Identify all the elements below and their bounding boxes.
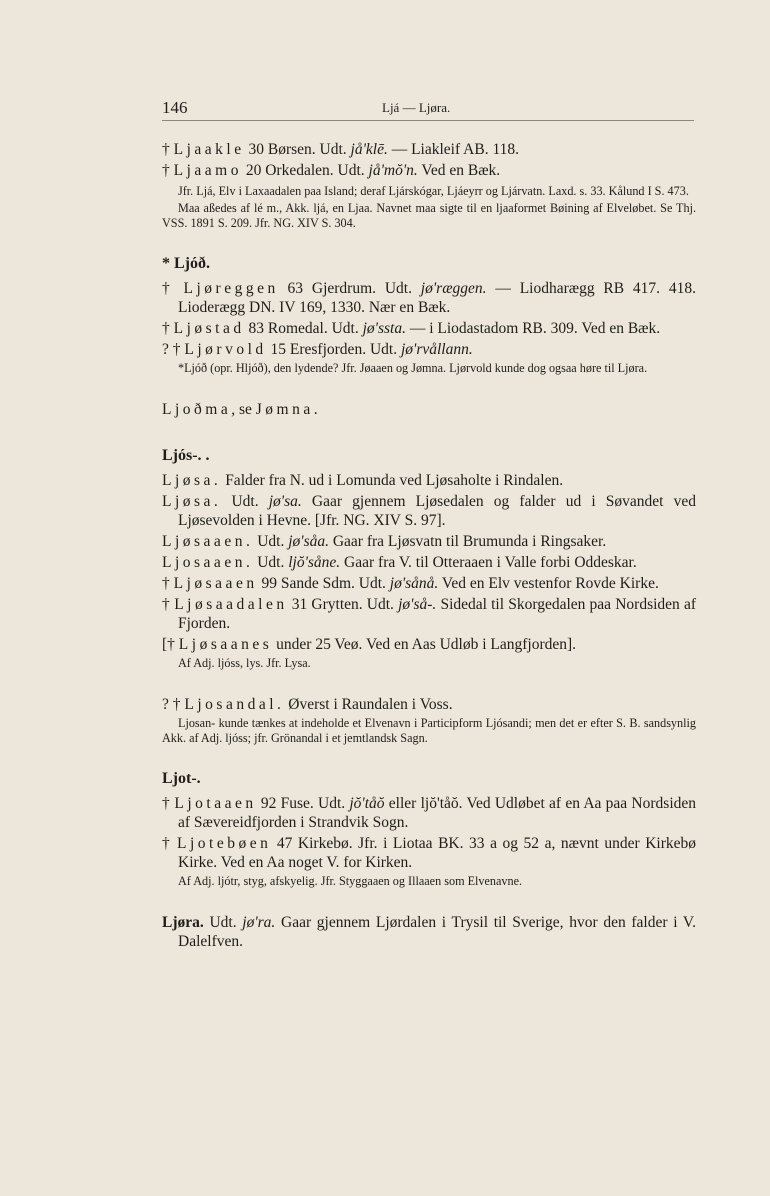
entry-ljora <box>162 913 696 951</box>
entry-name: Ljøsaanes <box>178 636 273 653</box>
entry-pronunciation: jø'sånå. <box>389 575 439 592</box>
note-ljosandal: Ljosan- kunde tænkes at indeholde et Elvenavn i Participform Ljósandi; men det er efter S. B. sandsynlig Akk. af Adj. ljóss; jfr. Grönandal i et jemtlandsk Sagn. <box>162 716 696 745</box>
entry-name: Ljørvold <box>184 341 267 358</box>
entry-pronunciation: jø'rvållann. <box>400 341 473 358</box>
entry-ljosa-2 <box>162 492 696 530</box>
entry-text: eller ljŏ'tåŏ. Ved Udløbet af en Aa paa Nordsiden af Sævereidfjorden i Strandvik Sogn. <box>178 795 696 831</box>
entry-name: Ljosaaen. <box>162 554 254 571</box>
entry-mark: † <box>162 596 175 613</box>
entry-mark: † <box>162 280 184 297</box>
entry-ljosaadalen <box>162 595 696 633</box>
entry-text: Gaar gjennem Ljøsedalen og falder ud i Søvandet ved Ljøsevolden i Hevne. [Jfr. NG. XIV S. 97]. <box>178 493 697 529</box>
entry-mark: † <box>162 575 174 592</box>
note-ljod: *Ljóð (opr. Hljóð), den lydende? Jfr. Jøaaen og Jømna. Ljørvold kunde dog ogsaa høre til Ljøra. <box>178 361 648 375</box>
entry-text: Udt. <box>203 914 243 931</box>
entry-ljostad <box>162 319 696 338</box>
spacer <box>162 673 696 695</box>
entry-pronunciation: jø'så-. <box>398 596 437 613</box>
page-header <box>162 96 694 121</box>
entry-text: Falder fra N. ud i Lomunda ved Ljøsaholte i Rindalen. <box>221 472 564 489</box>
entry-ljaamo <box>162 161 696 180</box>
note-ljos: Af Adj. ljóss, lys. Jfr. Lysa. <box>178 656 311 670</box>
cross-reference-target: Jømna. <box>255 401 322 418</box>
spacer <box>162 891 696 913</box>
note-ljot: Af Adj. ljótr, styg, afskyelig. Jfr. Styggaaen og Illaaen som Elvenavne. <box>178 874 523 888</box>
entry-name: Ljøsa. <box>162 472 222 489</box>
entry-name: Ljøstad <box>173 320 245 337</box>
entry-name: Ljøra. <box>162 914 204 931</box>
section-heading-ljos: Ljós-. . <box>162 447 210 464</box>
entry-text: 30 Børsen. Udt. <box>244 141 351 158</box>
entry-text: 47 Kirkebø. Jfr. i Liotaa BK. 33 a og 52 a, nævnt under Kirkebø Kirke. Ved en Aa noget V. for Kirken. <box>178 835 696 871</box>
entry-mark: † <box>162 141 174 158</box>
entry-pronunciation: jø'ssta. <box>362 320 406 337</box>
entry-text: 63 Gjerdrum. Udt. <box>278 280 421 297</box>
entry-text: 83 Romedal. Udt. <box>244 320 363 337</box>
entry-text: 31 Grytten. Udt. <box>287 596 399 613</box>
entry-ljorvold <box>162 340 696 359</box>
entry-text: — Liakleif AB. 118. <box>387 141 520 158</box>
entry-name: Ljøsa. <box>162 493 222 510</box>
entry-text: Øverst i Raundalen i Voss. <box>284 696 453 713</box>
entry-text: Udt. <box>253 533 289 550</box>
entry-name: Ljøsaadalen <box>174 596 288 613</box>
entry-text: Ved en Elv vestenfor Rovde Kirke. <box>438 575 659 592</box>
entry-pronunciation: jø'ra. <box>242 914 276 931</box>
entry-text: Udt. <box>221 493 269 510</box>
entry-text: Gaar gjennem Ljørdalen i Trysil til Sverige, hvor den falder i V. Dalelfven. <box>178 914 697 950</box>
spacer <box>162 378 696 400</box>
entry-text: under 25 Veø. Ved en Aas Udløb i Langfjorden]. <box>272 636 577 653</box>
section-heading-ljot: Ljot-. <box>162 770 201 787</box>
entry-pronunciation: jŏ'tåŏ <box>349 795 385 812</box>
entry-mark: † <box>162 795 175 812</box>
entry-pronunciation: jå'klē. <box>350 141 388 158</box>
entry-ljosa-1 <box>162 471 696 490</box>
entry-mark: † <box>162 162 174 179</box>
entry-text: Udt. <box>253 554 289 571</box>
entry-pronunciation: jå'mŏ'n. <box>368 162 418 179</box>
entry-text: Gaar fra V. til Otteraaen i Valle forbi Oddeskar. <box>340 554 637 571</box>
entry-pronunciation: ljŏ'såne. <box>288 554 341 571</box>
entry-ljosaaen-2 <box>162 553 696 572</box>
entry-name: Ljaamo <box>173 162 242 179</box>
note-lja-etymology: Maa aßedes af lé m., Akk. ljá, en Ljaa. Navnet maa sigte til en ljaaformet Bøining af Elveløbet. Se Thj. VSS. 1891 S. 209. Jfr. NG. XIV S. 304. <box>162 201 696 230</box>
entry-ljosaaen-1 <box>162 532 696 551</box>
entry-pronunciation: jø'såa. <box>288 533 329 550</box>
entry-ljoreggen <box>162 279 696 317</box>
entry-name: Ljøreggen <box>183 280 279 297</box>
entry-mark: † <box>162 835 177 852</box>
entry-text: , se <box>231 401 256 418</box>
spacer <box>162 748 696 770</box>
page-body <box>162 140 696 955</box>
entry-ljotebøen <box>162 834 696 872</box>
entry-mark: † <box>162 320 174 337</box>
entry-text: — Liodharægg RB 417. 418. Lioderægg DN. IV 169, 1330. Nær en Bæk. <box>178 280 696 316</box>
entry-mark: ? † <box>162 341 185 358</box>
entry-pronunciation: jø'sa. <box>268 493 302 510</box>
entry-name: Ljøsaaen. <box>162 533 254 550</box>
entry-text: Gaar fra Ljøsvatn til Brumunda i Ringsaker. <box>328 533 607 550</box>
running-title: Ljá — Ljøra. <box>382 100 451 115</box>
note-lja-island: Jfr. Ljá, Elv i Laxaadalen paa Island; deraf Ljárskógar, Ljáeyrr og Ljárvatn. Laxd. s. 33. Kålund I S. 473. <box>178 184 689 198</box>
entry-name: Ljaakle <box>173 141 245 158</box>
spacer <box>162 419 696 447</box>
entry-text: 92 Fuse. Udt. <box>256 795 350 812</box>
entry-pronunciation: jø'ræggen. <box>420 280 487 297</box>
section-heading-ljod: * Ljóð. <box>162 255 210 272</box>
page-number: 146 <box>162 98 188 117</box>
entry-name: Ljotaaen <box>174 795 257 812</box>
entry-name: Ljosandal. <box>184 696 285 713</box>
entry-ljosandal <box>162 695 696 714</box>
entry-ljosaaen-3 <box>162 574 696 593</box>
entry-text: 15 Eresfjorden. Udt. <box>266 341 401 358</box>
entry-text: — i Liodastadom RB. 309. Ved en Bæk. <box>405 320 661 337</box>
entry-text: Ved en Bæk. <box>417 162 501 179</box>
entry-text: Sidedal til Skorgedalen paa Nordsiden af Fjorden. <box>178 596 696 632</box>
entry-name: Ljotebøen <box>176 835 272 852</box>
entry-text: 20 Orkedalen. Udt. <box>241 162 369 179</box>
entry-ljosaanes <box>162 635 696 654</box>
entry-ljotaaen <box>162 794 696 832</box>
entry-ljaakle <box>162 140 696 159</box>
entry-mark: ? † <box>162 696 185 713</box>
entry-text: 99 Sande Sdm. Udt. <box>257 575 390 592</box>
entry-mark: [† <box>162 636 179 653</box>
entry-name: Ljøsaaen <box>173 575 258 592</box>
cross-reference <box>162 400 696 419</box>
entry-name: Ljoðma <box>162 401 232 418</box>
